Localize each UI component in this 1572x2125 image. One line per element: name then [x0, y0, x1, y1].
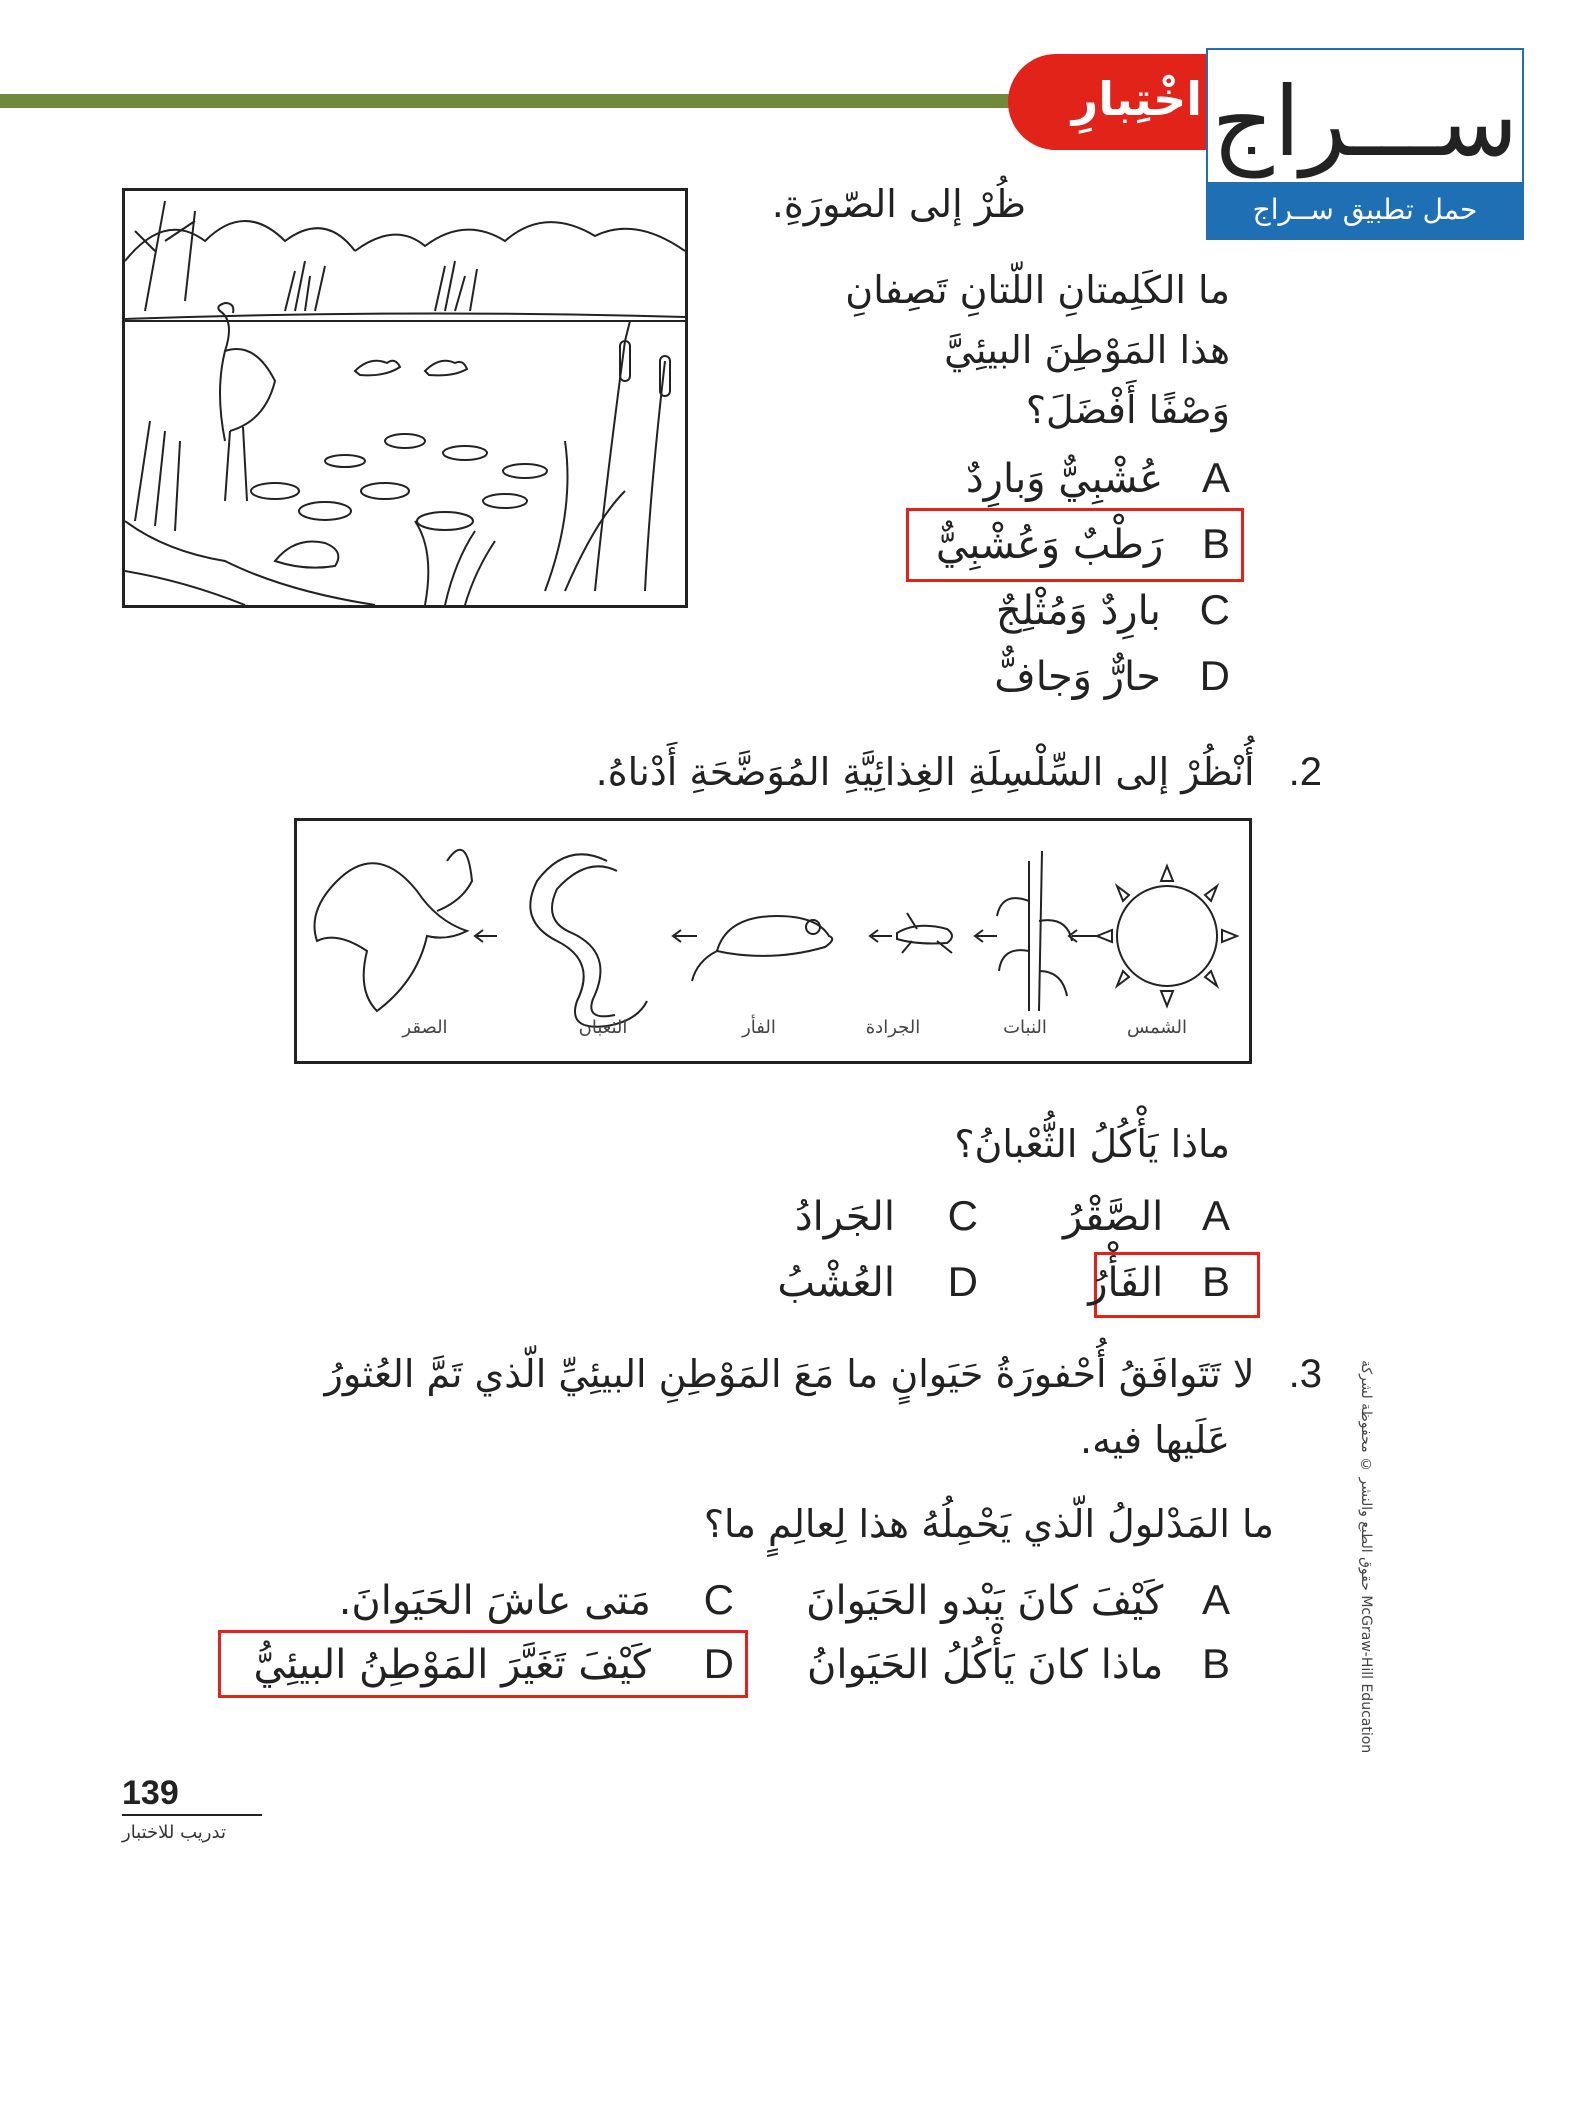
option-text: رَطْبٌ وَعُشْبِيٌّ [935, 522, 1164, 568]
option-letter: D [1199, 652, 1230, 699]
q2-intro-text: أُنْظُرْ إلى السِّلْسِلَةِ الغِذائِيَّةِ المُوَضَّحَةِ أَدْناهُ. [595, 750, 1255, 794]
hawk-icon [315, 863, 468, 1011]
option-letter: D [703, 1640, 734, 1687]
option-letter: B [1201, 1258, 1230, 1305]
snake-icon [530, 854, 647, 1026]
option-letter: A [1201, 454, 1230, 501]
option-text: ماذا كانَ يَأْكُلُ الحَيَوانُ [806, 1642, 1164, 1688]
food-chain-diagram [294, 818, 1252, 1064]
page-number: 139 [122, 1774, 179, 1812]
sun-icon [1117, 886, 1217, 986]
option-text: مَتى عاشَ الحَيَوانَ. [338, 1578, 651, 1624]
q3-option-c[interactable] [339, 1572, 734, 1629]
option-letter: C [703, 1576, 734, 1623]
plant-icon [1029, 851, 1042, 1011]
grasshopper-icon [897, 926, 952, 944]
q1-option-c[interactable] [996, 582, 1230, 639]
test-tab [1008, 54, 1218, 150]
q2-option-d[interactable] [777, 1254, 978, 1311]
q3-option-a[interactable] [806, 1572, 1230, 1629]
chain-label-mouse: الفأر [742, 1017, 776, 1038]
q1-line1: ما الكَلِمتانِ اللّتانِ تَصِفانِ [845, 268, 1230, 312]
siraj-logo-word: ســـراج [1211, 66, 1519, 178]
q1-option-b[interactable] [936, 516, 1230, 573]
q2-option-c[interactable] [795, 1188, 978, 1245]
pond-habitat-picture [122, 188, 688, 608]
option-text: الصَّقْرُ [1062, 1194, 1164, 1240]
q3-option-d[interactable] [253, 1636, 734, 1693]
siraj-logo[interactable] [1206, 48, 1524, 240]
test-tab-label: اخْتِبارِ [1071, 72, 1202, 126]
chain-label-plant: النبات [1003, 1017, 1047, 1038]
q2-question: ماذا يَأْكُلُ الثُّعْبانُ؟ [954, 1122, 1230, 1166]
option-text: عُشْبِيٌّ وَبارِدٌ [965, 456, 1164, 502]
q1-line3: وَصْفًا أَفْضَلَ؟ [1025, 388, 1230, 432]
option-text: الفَأْرُ [1088, 1260, 1164, 1306]
q3-line1 [325, 1346, 1322, 1402]
q1-intro: ظُرْ إلى الصّورَةِ. [771, 182, 1026, 226]
chain-label-hawk: الصقر [402, 1017, 448, 1038]
q3-line2: عَلَيها فيه. [1080, 1418, 1230, 1462]
q1-option-a[interactable] [966, 450, 1230, 507]
chain-label-snake: الثعبان [578, 1017, 628, 1038]
header-green-bar [0, 94, 1010, 108]
option-text: كَيْفَ كانَ يَبْدو الحَيَوانَ [806, 1578, 1164, 1624]
q3-number: 3. [1288, 1352, 1322, 1396]
page-footer-caption: تدريب للاختبار [122, 1822, 226, 1843]
option-text: بارِدٌ وَمُثْلِجٌ [995, 588, 1161, 634]
option-letter: C [1199, 586, 1230, 633]
option-letter: A [1201, 1576, 1230, 1623]
siraj-logo-subtitle: حمل تطبيق ســراج [1208, 182, 1522, 238]
q2-option-a[interactable] [1063, 1188, 1230, 1245]
copyright-side-text: حقوق الطبع والنشر © محفوظة لشركة McGraw-Hill Education [1358, 1360, 1374, 1754]
option-letter: A [1201, 1192, 1230, 1239]
option-text: العُشْبُ [777, 1260, 895, 1306]
q1-option-d[interactable] [994, 648, 1230, 705]
q1-line2: هذا المَوْطِنَ البيئِيَّ [944, 328, 1230, 372]
q2-intro [596, 744, 1322, 800]
option-letter: C [947, 1192, 978, 1239]
q3-line1-text: لا تَتَوافَقُ أُحْفورَةُ حَيَوانٍ ما مَعَ المَوْطِنِ البيئِيِّ الّذي تَمَّ العُثورُ [324, 1352, 1255, 1396]
q2-option-b[interactable] [1088, 1254, 1230, 1311]
option-letter: B [1201, 520, 1230, 567]
chain-label-grasshopper: الجرادة [865, 1017, 921, 1038]
option-text: الجَرادُ [794, 1194, 895, 1240]
mouse-icon [717, 916, 832, 956]
option-text: حارٌّ وَجافٌّ [994, 654, 1161, 700]
page-number-rule [122, 1814, 262, 1816]
pond-drawing [125, 191, 685, 605]
option-text: كَيْفَ تَغَيَّرَ المَوْطِنُ البيئِيُّ [253, 1642, 651, 1688]
q3-question: ما المَدْلولُ الّذي يَحْمِلُهُ هذا لِعالِمٍ ما؟ [703, 1502, 1274, 1546]
q3-option-b[interactable] [807, 1636, 1230, 1693]
option-letter: D [947, 1258, 978, 1305]
q2-number: 2. [1288, 750, 1322, 794]
chain-label-sun: الشمس [1127, 1017, 1187, 1038]
option-letter: B [1201, 1640, 1230, 1687]
